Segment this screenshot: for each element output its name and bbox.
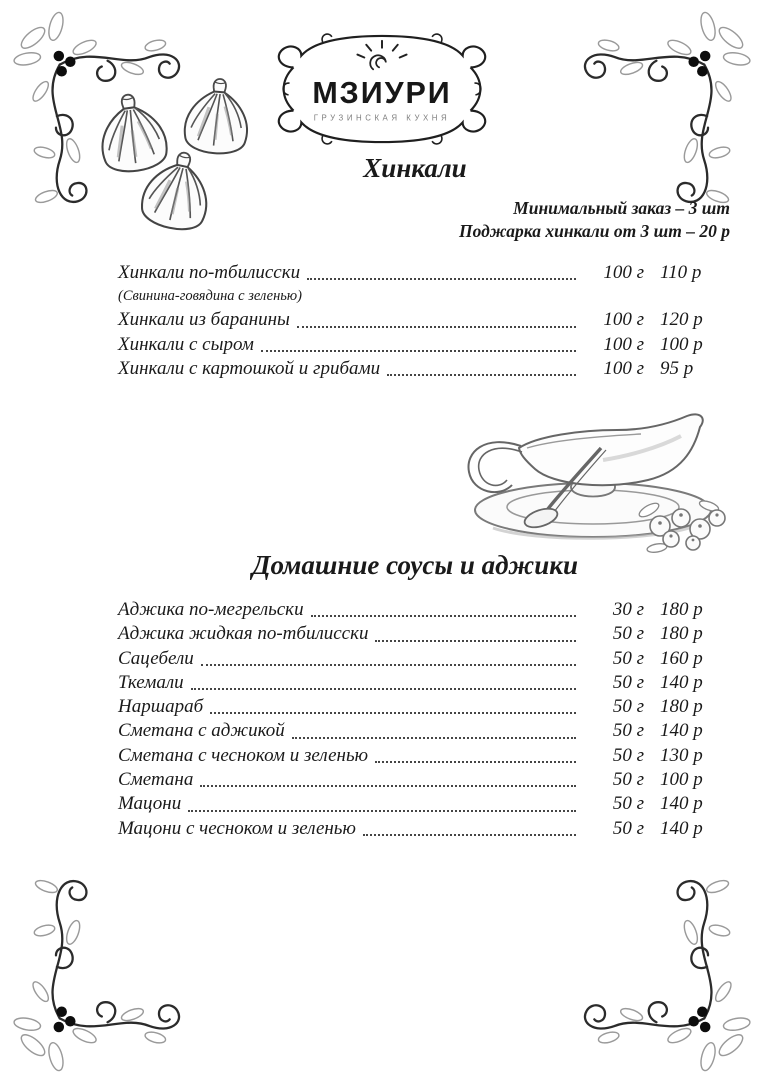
menu-item	[118, 671, 712, 695]
menu-item-price: 180 р	[660, 623, 703, 645]
floral-corner-ornament-bottom-left	[12, 872, 184, 1075]
menu-item	[118, 647, 712, 671]
menu-item-price: 140 р	[660, 671, 703, 693]
menu-item-weight: 50 г	[612, 744, 644, 766]
sauces-menu-list	[118, 598, 712, 841]
dot-leader	[201, 664, 576, 666]
note-min-order: Минимальный заказ – 3 шт	[513, 198, 730, 218]
menu-item-weight: 50 г	[612, 671, 644, 693]
menu-item-price: 95 р	[660, 357, 694, 379]
dot-leader	[191, 688, 576, 690]
menu-item-price: 180 р	[660, 696, 703, 718]
dot-leader	[261, 350, 576, 352]
menu-item-name: Наршараб	[118, 696, 204, 718]
dot-leader	[363, 834, 576, 836]
menu-item-price: 140 р	[660, 720, 703, 742]
section-title-khinkali: Хинкали	[363, 153, 467, 183]
note-fry-option: Поджарка хинкали от 3 шт – 20 р	[459, 220, 730, 241]
restaurant-logo	[264, 26, 500, 152]
menu-item	[118, 719, 712, 743]
menu-item	[118, 768, 712, 792]
menu-item	[118, 744, 712, 768]
sun-icon	[357, 41, 406, 70]
floral-corner-ornament-bottom-right	[580, 872, 752, 1075]
logo-subtitle: ГРУЗИНСКАЯ КУХНЯ	[313, 113, 451, 123]
menu-item-weight: 50 г	[612, 720, 644, 742]
menu-item-weight: 100 г	[603, 262, 644, 283]
menu-item-name: Сметана с чесноком и зеленью	[118, 744, 368, 766]
dot-leader	[200, 785, 576, 787]
menu-item-name: Аджика жидкая по-тбилисски	[118, 623, 369, 645]
menu-item-note: (Свинина-говядина с зеленью)	[118, 288, 302, 305]
section-notes	[118, 197, 730, 242]
dot-leader	[375, 640, 576, 642]
menu-item-name: Хинкали из баранины	[118, 309, 290, 331]
dot-leader	[307, 278, 576, 280]
menu-item-weight: 100 г	[603, 333, 644, 355]
menu-item	[118, 598, 712, 622]
menu-item-name: Ткемали	[118, 671, 184, 693]
menu-item	[118, 695, 712, 719]
menu-item-weight: 30 г	[612, 599, 644, 620]
menu-item-price: 100 р	[660, 333, 703, 355]
menu-item	[118, 308, 712, 332]
menu-item-name: Хинкали с картошкой и грибами	[118, 357, 381, 379]
menu-item-name: Мацони с чесноком и зеленью	[118, 817, 356, 839]
menu-item-price: 180 р	[660, 599, 703, 620]
dot-leader	[375, 761, 576, 763]
menu-item-price: 110 р	[660, 262, 702, 283]
menu-item-name: Сметана с аджикой	[118, 720, 285, 742]
menu-item-weight: 50 г	[612, 696, 644, 718]
menu-item-price: 120 р	[660, 309, 703, 331]
dot-leader	[210, 712, 576, 714]
dot-leader	[387, 374, 576, 376]
menu-item	[118, 817, 712, 841]
menu-item-name: Хинкали по-тбилисски	[118, 262, 301, 283]
khinkali-menu-list	[118, 261, 712, 381]
menu-item-price: 140 р	[660, 817, 703, 839]
dot-leader	[297, 326, 576, 328]
menu-item-name: Аджика по-мегрельски	[118, 599, 304, 620]
menu-item-weight: 50 г	[612, 817, 644, 839]
menu-item-name: Мацони	[118, 793, 182, 815]
menu-item	[118, 261, 712, 308]
logo-title: МЗИУРИ	[312, 75, 452, 110]
menu-item	[118, 792, 712, 816]
menu-item-weight: 50 г	[612, 623, 644, 645]
sauce-boat-illustration	[452, 390, 744, 560]
menu-item-price: 130 р	[660, 744, 703, 766]
menu-item-name: Сметана	[118, 769, 194, 791]
menu-item-price: 100 р	[660, 769, 703, 791]
menu-item-weight: 50 г	[612, 793, 644, 815]
section-title-sauces: Домашние соусы и аджики	[252, 550, 578, 580]
menu-item	[118, 333, 712, 357]
menu-item-price: 160 р	[660, 647, 703, 669]
menu-item	[118, 622, 712, 646]
menu-item	[118, 357, 712, 381]
dot-leader	[188, 810, 576, 812]
menu-item-weight: 100 г	[603, 357, 644, 379]
menu-item-price: 140 р	[660, 793, 703, 815]
menu-item-weight: 50 г	[612, 647, 644, 669]
menu-item-weight: 50 г	[612, 769, 644, 791]
menu-item-name: Хинкали с сыром	[118, 333, 254, 355]
dot-leader	[292, 737, 576, 739]
dot-leader	[311, 615, 576, 617]
menu-item-name: Сацебели	[118, 647, 194, 669]
menu-item-weight: 100 г	[603, 309, 644, 331]
